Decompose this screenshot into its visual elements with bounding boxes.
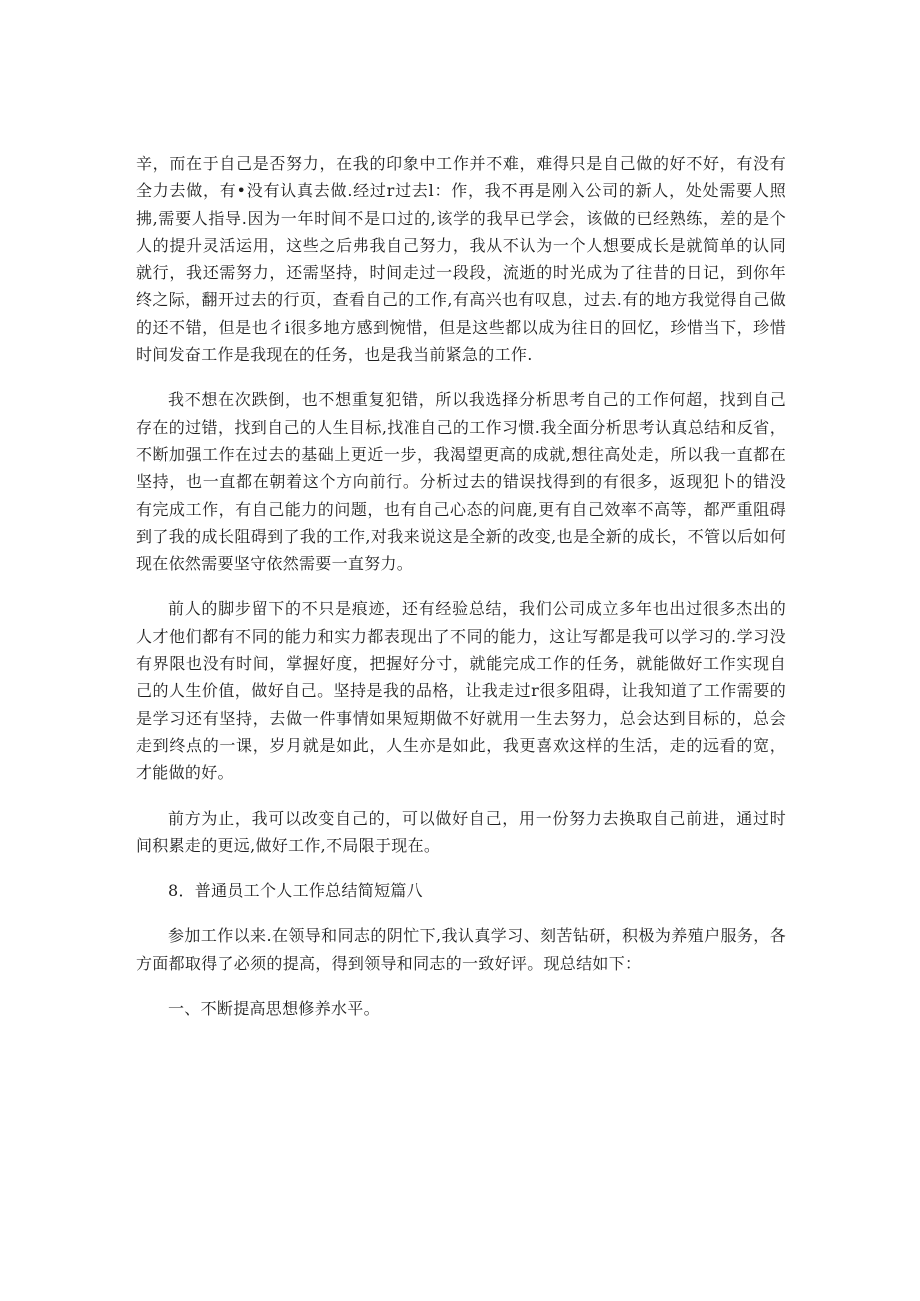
body-paragraph-4: 前方为止，我可以改变自己的，可以做好自己，用一份努力去换取自己前进，通过时间积累走的更远,做好工作,不局限于现在。 xyxy=(136,808,786,855)
section-heading: 8．普通员工个人工作总结简短篇八 xyxy=(168,881,423,901)
body-paragraph-6: 一、不断提高思想修养水平。 xyxy=(168,999,380,1019)
body-paragraph-5: 参加工作以来.在领导和同志的阴忙下,我认真学习、刻苦钻研，积极为养殖户服务，各方面都取得了必须的提高，得到领导和同志的一致好评。现总结如下： xyxy=(136,926,786,973)
body-paragraph-2: 我不想在次跌倒，也不想重复犯错，所以我选择分析思考自己的工作何超，找到自己存在的过错，找到自己的人生目标,找准自己的工作习惯.我全面分析思考认真总结和反省，不断加强工作在过去的基础上更近一步，我渴望更高的成就,想往高处走，所以我一直都在坚持，也一直都在朝着这个方向前行。分析过去的错误找得到的有很多，返现犯卜的错没有完成工作，有自己能力的问题，也有自己心态的问鹿,更有自己效率不高等，都严重阻碍到了我的成长阻碍到了我的工作,对我来说这是全新的改变,也是全新的成长，不管以后如何现在依然需要坚守依然需要一直努力。 xyxy=(136,390,786,574)
body-paragraph-1: 辛，而在于自己是否努力，在我的印象中工作并不难，难得只是自己做的好不好，有没有全力去做，有•没有认真去做.经过r过去l：作，我不再是刚入公司的新人，处处需要人照拂,需要人指导.因为一年时间不是口过的,该学的我早已学会，该做的已经熟练，差的是个人的提升灵活运用，这些之后弗我自己努力，我从不认为一个人想要成长是就简单的认同就行，我还需努力，还需坚持，时间走过一段段，流逝的时光成为了往昔的日记，到你年终之际，翻开过去的行页，查看自己的工作,有高兴也有叹息，过去.有的地方我觉得自己做的还不错，但是也彳i很多地方感到惋惜，但是这些都以成为往日的回忆，珍惜当下，珍惜时间发奋工作是我现在的任务，也是我当前紧急的工作. xyxy=(136,154,786,365)
body-paragraph-3: 前人的脚步留下的不只是痕迹，还有经验总结，我们公司成立多年也出过很多杰出的人才他们都有不同的能力和实力都表现出了不同的能力，这让写都是我可以学习的.学习没有界限也没有时间，掌握好度，把握好分寸，就能完成工作的任务，就能做好工作实现自己的人生价值，做好自己。坚持是我的品格，让我走过r很多阻碍，让我知道了工作需要的是学习还有坚持，去做一件事情如果短期做不好就用一生去努力，总会达到目标的，总会走到终点的一课，岁月就是如此，人生亦是如此，我更喜欢这样的生活，走的远看的宽，才能做的好。 xyxy=(136,599,786,783)
document-page xyxy=(136,150,786,1040)
